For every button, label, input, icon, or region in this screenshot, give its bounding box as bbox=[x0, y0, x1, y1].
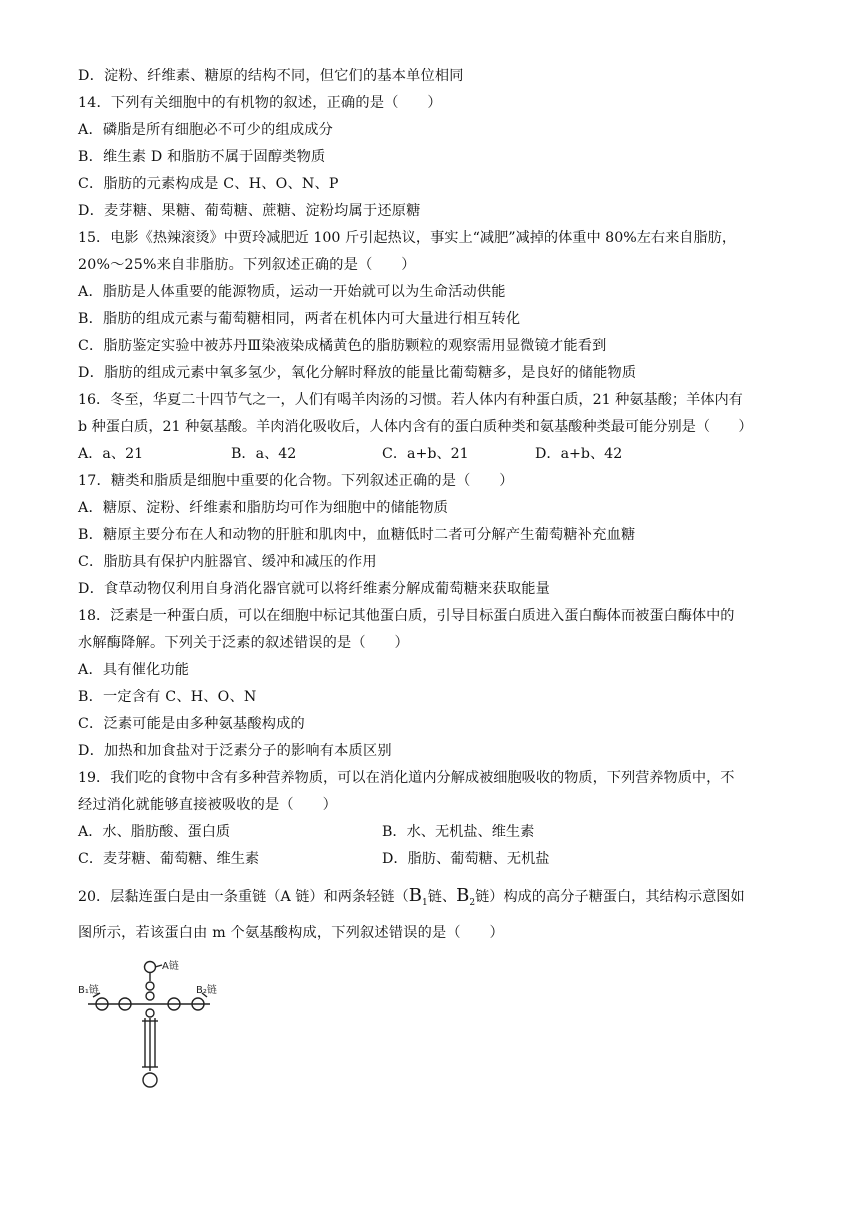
a-chain-top-bead bbox=[145, 962, 156, 973]
q19-option-b: B．水、无机盐、维生素 bbox=[382, 824, 535, 840]
center-bead-lower bbox=[146, 1009, 154, 1017]
q14-option-c: C．脂肪的元素构成是 C、H、O、N、P bbox=[78, 176, 339, 192]
q18-option-a: A．具有催化功能 bbox=[78, 662, 190, 678]
q20-b2-subscript: 2 bbox=[469, 897, 476, 908]
q15-option-b: B．脂肪的组成元素与葡萄糖相同，两者在机体内可大量进行相互转化 bbox=[78, 311, 521, 327]
q17-option-c: C．脂肪具有保护内脏器官、缓冲和减压的作用 bbox=[78, 554, 377, 570]
q17-option-a: A．糖原、淀粉、纤维素和脂肪均可作为细胞中的储能物质 bbox=[78, 500, 449, 516]
q16-option-a: A．a、21 bbox=[78, 446, 144, 462]
q16-stem-line1: 16．冬至，华夏二十四节气之一，人们有喝羊肉汤的习惯。若人体内有种蛋白质，21 种氨基酸；羊体内有 bbox=[78, 392, 743, 408]
q16-option-d: D．a+b、42 bbox=[535, 446, 623, 462]
q20-b2-letter: B bbox=[456, 885, 470, 906]
q19-stem-line1: 19．我们吃的食物中含有多种营养物质，可以在消化道内分解成被细胞吸收的物质，下列营养物质中，不 bbox=[78, 770, 735, 786]
q20-stem-prefix: 20．层黏连蛋白是由一条重链（A 链）和两条轻链（ bbox=[78, 889, 409, 905]
a-chain-label: A链 bbox=[162, 961, 179, 972]
q20-stem-line1 bbox=[78, 886, 786, 913]
q14-stem: 14．下列有关细胞中的有机物的叙述，正确的是（ ） bbox=[78, 95, 442, 111]
q15-option-d: D．脂肪的组成元素中氧多氢少，氧化分解时释放的能量比葡萄糖多，是良好的储能物质 bbox=[78, 365, 637, 381]
q18-option-d: D．加热和加食盐对于泛素分子的影响有本质区别 bbox=[78, 743, 392, 759]
q18-stem-line1: 18．泛素是一种蛋白质，可以在细胞中标记其他蛋白质，引导目标蛋白质进入蛋白酶体而被蛋白酶体中的 bbox=[78, 608, 735, 624]
q16-option-c: C．a+b、21 bbox=[382, 446, 469, 462]
a-chain-label-leader bbox=[155, 965, 162, 967]
q20-stem-line2: 图所示，若该蛋白由 m 个氨基酸构成，下列叙述错误的是（ ） bbox=[78, 925, 504, 941]
q15-option-c: C．脂肪鉴定实验中被苏丹Ⅲ染液染成橘黄色的脂肪颗粒的观察需用显微镜才能看到 bbox=[78, 338, 607, 354]
q20-stem-mid: 链、 bbox=[427, 889, 457, 905]
q20-stem-suffix: 链）构成的高分子糖蛋白，其结构示意图如 bbox=[475, 889, 745, 905]
q14-option-d: D．麦芽糖、果糖、葡萄糖、蔗糖、淀粉均属于还原糖 bbox=[78, 203, 421, 219]
q19-option-c: C．麦芽糖、葡萄糖、维生素 bbox=[78, 851, 260, 867]
q17-option-b: B．糖原主要分布在人和动物的肝脏和肌肉中，血糖低时二者可分解产生葡萄糖补充血糖 bbox=[78, 527, 636, 543]
a-chain-bead-2 bbox=[146, 982, 154, 990]
q16-option-b: B．a、42 bbox=[231, 446, 297, 462]
q17-stem: 17．糖类和脂质是细胞中重要的化合物。下列叙述正确的是（ ） bbox=[78, 473, 514, 489]
q14-option-a: A．磷脂是所有细胞必不可少的组成成分 bbox=[78, 122, 334, 138]
q20-b1-subscript: 1 bbox=[421, 897, 428, 908]
b1-chain-label: B₁链 bbox=[78, 985, 99, 996]
q15-option-a: A．脂肪是人体重要的能源物质，运动一开始就可以为生命活动供能 bbox=[78, 284, 506, 300]
q14-option-b: B．维生素 D 和脂肪不属于固醇类物质 bbox=[78, 149, 326, 165]
q19-option-a: A．水、脂肪酸、蛋白质 bbox=[78, 824, 231, 840]
q17-option-d: D．食草动物仅利用自身消化器官就可以将纤维素分解成葡萄糖来获取能量 bbox=[78, 581, 550, 597]
q13-option-d: D．淀粉、纤维素、糖原的结构不同，但它们的基本单位相同 bbox=[78, 68, 464, 84]
q19-stem-line2: 经过消化就能够直接被吸收的是（ ） bbox=[78, 797, 337, 813]
q18-option-c: C．泛素可能是由多种氨基酸构成的 bbox=[78, 716, 305, 732]
q15-stem-line1: 15．电影《热辣滚烫》中贾玲减肥近 100 斤引起热议，事实上“减肥”减掉的体重中 80%左右来自脂肪， bbox=[78, 230, 737, 246]
q16-stem-line2: b 种蛋白质，21 种氨基酸。羊肉消化吸收后，人体内含有的蛋白质种类和氨基酸种类最可能分别是（ ） bbox=[78, 419, 753, 435]
laminin-structure-diagram bbox=[78, 955, 228, 1100]
q18-option-b: B．一定含有 C、H、O、N bbox=[78, 689, 257, 705]
q15-stem-line2: 20%～25%来自非脂肪。下列叙述正确的是（ ） bbox=[78, 257, 416, 273]
q19-option-d: D．脂肪、葡萄糖、无机盐 bbox=[382, 851, 550, 867]
q20-b1-letter: B bbox=[408, 885, 422, 906]
globular-bottom-domain bbox=[143, 1073, 157, 1087]
q18-stem-line2: 水解酶降解。下列关于泛素的叙述错误的是（ ） bbox=[78, 635, 409, 651]
b2-chain-label: B₂链 bbox=[196, 985, 217, 996]
center-bead-upper bbox=[146, 992, 154, 1000]
